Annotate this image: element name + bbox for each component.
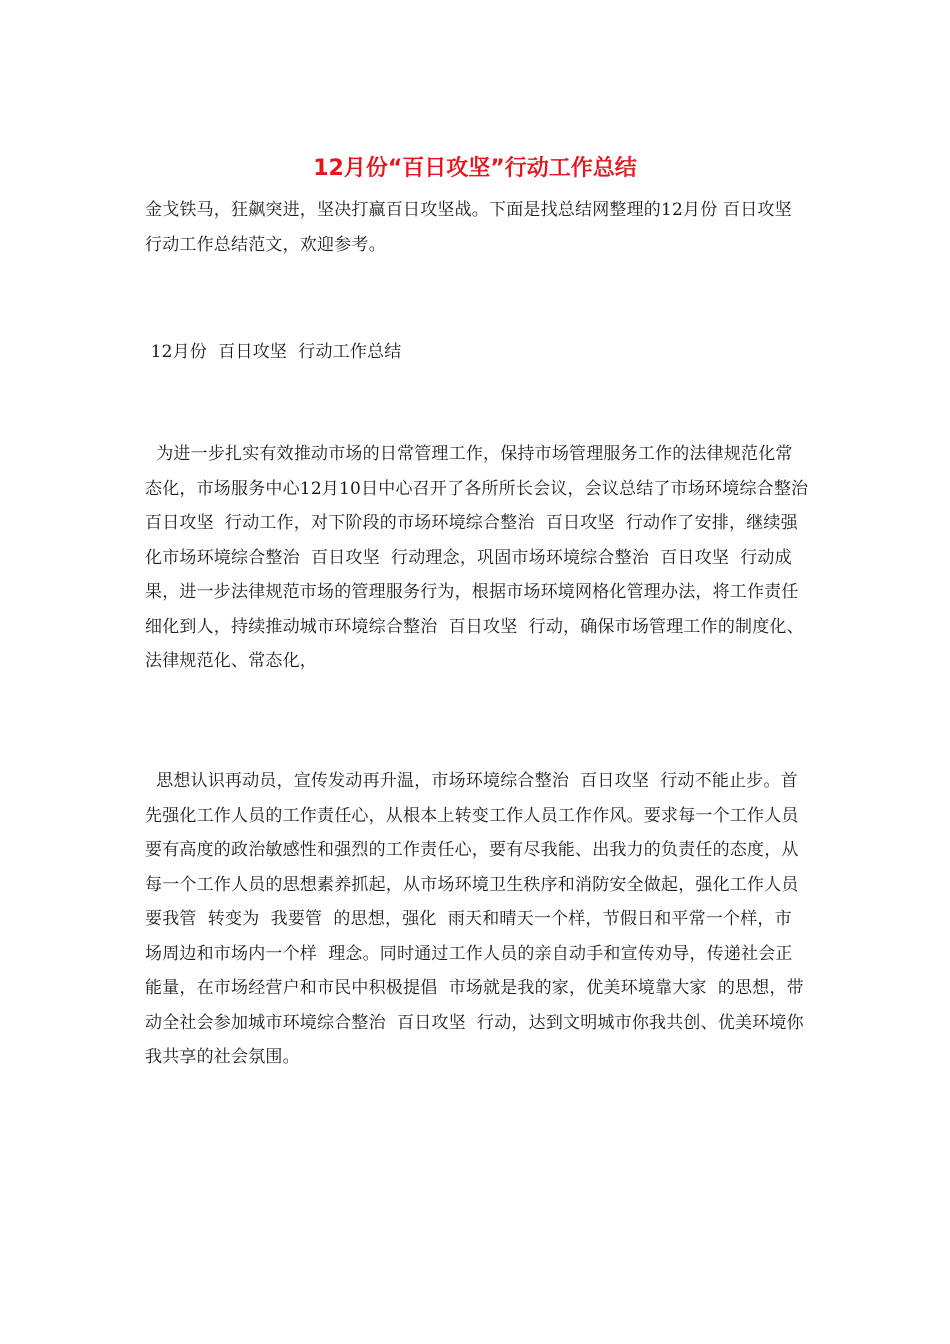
intro-paragraph: 金戈铁马，狂飙突进，坚决打赢百日攻坚战。下面是找总结网整理的12月份 百日攻坚 行动工作总结范文，欢迎参考。	[145, 200, 792, 255]
section-heading: 12月份 百日攻坚 行动工作总结	[145, 342, 402, 362]
body-paragraph: 为进一步扎实有效推动市场的日常管理工作，保持市场管理服务工作的法律规范化常态化，市场服务中心12月10日中心召开了各所所长会议，会议总结了市场环境综合整治 百日攻坚 行动工作，对下阶段的市场环境综合整治 百日攻坚 行动作了安排，继续强化市场环境综合整治 百日攻坚 行动理念，巩固市场环境综合整治 百日攻坚 行动成果，进一步法律规范市场的管理服务行为，根据市场环境网格化管理办法，将工作责任细化到人，持续推动城市环境综合整治 百日攻坚 行动，确保市场管理工作的制度化、法律规范化、常态化，	[145, 444, 820, 671]
body-paragraph: 思想认识再动员，宣传发动再升温，市场环境综合整治 百日攻坚 行动不能止步。首先强化工作人员的工作责任心，从根本上转变工作人员工作作风。要求每一个工作人员要有高度的政治敏感性和强烈的工作责任心，要有尽我能、出我力的负责任的态度，从每一个工作人员的思想素养抓起，从市场环境卫生秩序和消防安全做起，强化工作人员 要我管 转变为 我要管 的思想，强化 雨天和晴天一个样，节假日和平常一个样，市场周边和市场内一个样 理念。同时通过工作人员的亲自动手和宣传劝导，传递社会正能量，在市场经营户和市民中积极提倡 市场就是我的家，优美环境靠大家 的思想，带动全社会参加城市环境综合整治 百日攻坚 行动，达到文明城市你我共创、优美环境你我共享的社会氛围。	[145, 771, 810, 1067]
document-title: 12月份“百日攻坚”行动工作总结	[313, 156, 637, 181]
